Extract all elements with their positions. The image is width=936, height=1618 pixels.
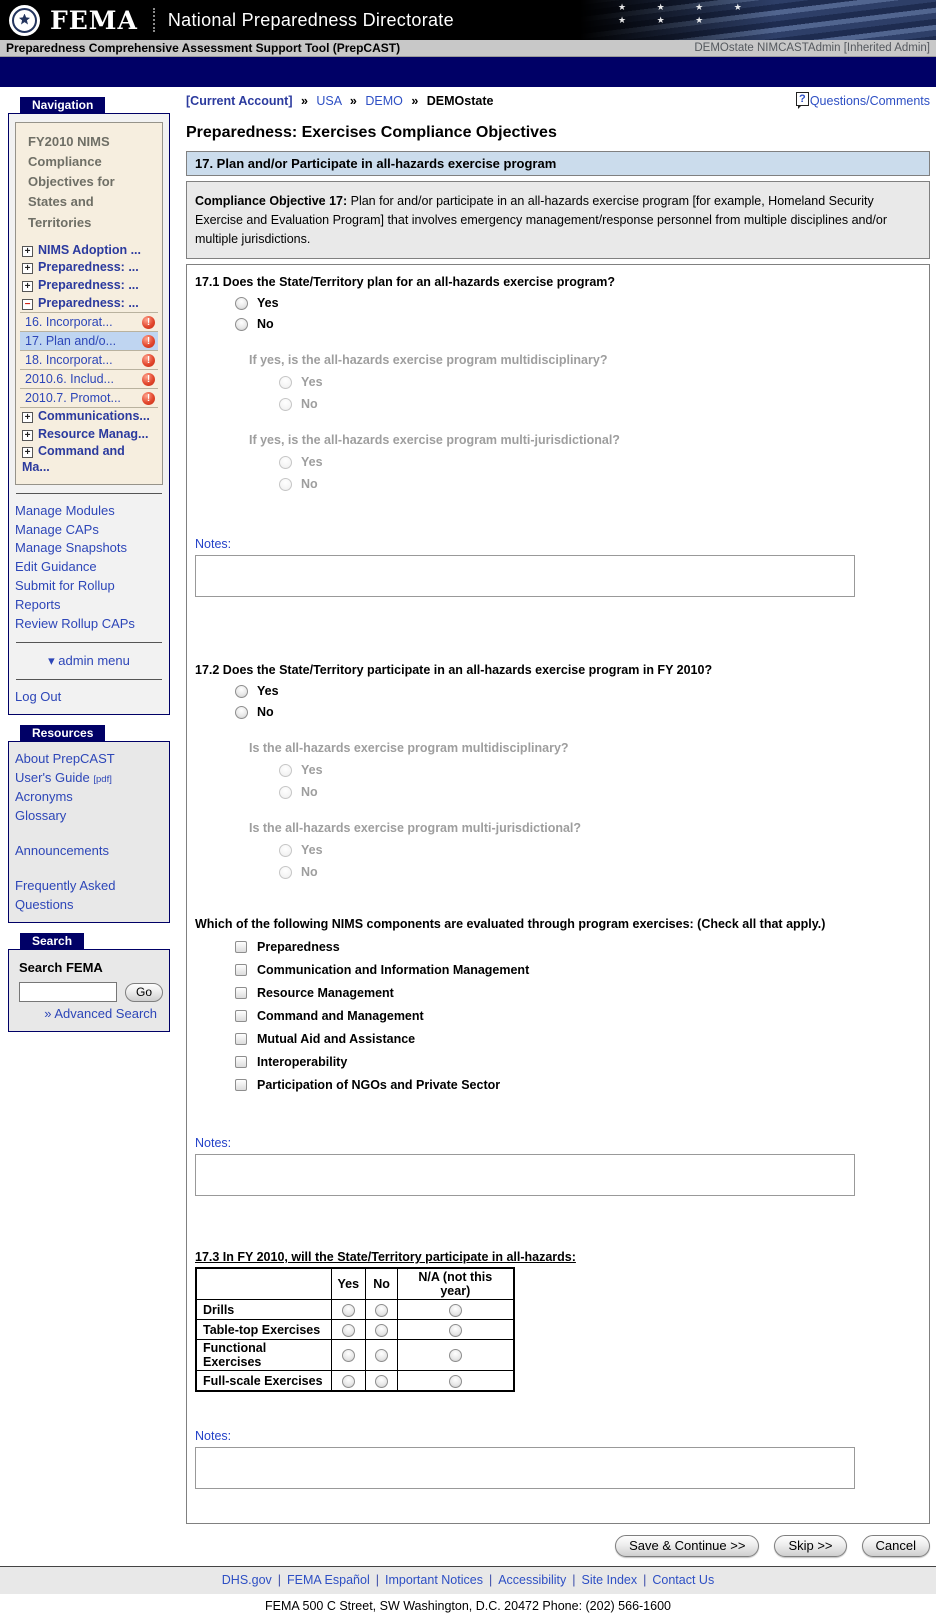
checkbox-command-management[interactable] bbox=[235, 1010, 247, 1022]
footer-link-accessibility[interactable]: Accessibility bbox=[498, 1572, 567, 1587]
resources-link-acronyms[interactable]: Acronyms bbox=[15, 789, 73, 805]
breadcrumb-link-usa[interactable]: USA bbox=[316, 94, 342, 108]
drills-yes-radio[interactable] bbox=[342, 1304, 355, 1317]
breadcrumb bbox=[186, 94, 930, 108]
notes-label: Notes: bbox=[195, 1136, 232, 1151]
breadcrumb-separator: » bbox=[349, 94, 357, 108]
yes-label: Yes bbox=[257, 296, 279, 311]
q17-2-sub1-label: Is the all-hazards exercise program multidisciplinary? bbox=[249, 741, 569, 756]
expand-plus-icon[interactable]: + bbox=[22, 412, 33, 423]
collapse-minus-icon[interactable]: − bbox=[22, 299, 33, 310]
expand-plus-icon[interactable]: + bbox=[22, 447, 33, 458]
footer-link-espanol[interactable]: FEMA Español bbox=[287, 1572, 370, 1587]
cancel-button[interactable]: Cancel bbox=[862, 1535, 930, 1557]
tree-group-nims-adoption[interactable]: + NIMS Adoption ... bbox=[20, 242, 158, 260]
q17-1-sub1-no-radio-disabled bbox=[279, 398, 292, 411]
objective-text: Plan for and/or participate in an all-hazards exercise program [for example, Homeland Security Exercise and Evaluation Program] that involves emergency management/response personnel from multiple disciplines and/or multiple jurisdictions. bbox=[195, 194, 888, 246]
flag-image: ★ ★ ★ ★ ★ ★ ★ bbox=[580, 0, 936, 40]
q17-1-sub2-yes-radio-disabled bbox=[279, 456, 292, 469]
checkbox-preparedness[interactable] bbox=[235, 941, 247, 953]
tree-item-2010-6[interactable]: 2010.6. Includ... ! bbox=[20, 369, 158, 388]
q17-3-blank-header bbox=[196, 1268, 331, 1300]
admin-menu-toggle[interactable]: ▾ admin menu bbox=[48, 652, 130, 668]
advanced-search-link[interactable]: » Advanced Search bbox=[44, 1006, 157, 1022]
compliance-objective-box bbox=[186, 181, 930, 259]
footer-link-important-notices[interactable]: Important Notices bbox=[384, 1572, 483, 1587]
q17-2-sub2-yes-radio-disabled bbox=[279, 844, 292, 857]
q17-1-yes-radio[interactable] bbox=[235, 297, 248, 310]
q17-2-sub1-no-radio-disabled bbox=[279, 786, 292, 799]
resources-link-users-guide[interactable]: User's Guide [pdf] bbox=[15, 770, 112, 786]
top-header bbox=[0, 0, 936, 40]
q17-3-no-header: No bbox=[366, 1268, 398, 1300]
footer-link-contact-us[interactable]: Contact Us bbox=[652, 1572, 715, 1587]
fullscale-na-radio[interactable] bbox=[449, 1375, 462, 1388]
divider bbox=[16, 493, 162, 494]
q17-3-table bbox=[195, 1267, 515, 1392]
questions-comments-link[interactable]: ? Questions/Comments bbox=[796, 94, 930, 108]
alert-icon: ! bbox=[142, 316, 155, 329]
footer-link-dhs[interactable]: DHS.gov bbox=[221, 1572, 272, 1587]
tree-group-communications[interactable]: + Communications... bbox=[20, 408, 158, 426]
no-label: No bbox=[257, 317, 274, 332]
notes-nims-components-textarea[interactable] bbox=[195, 1154, 855, 1196]
form-actions bbox=[186, 1535, 930, 1557]
breadcrumb-separator: » bbox=[411, 94, 419, 108]
tree-group-resource-management[interactable]: + Resource Manag... bbox=[20, 426, 158, 444]
tree-item-17-current[interactable]: 17. Plan and/o... ! bbox=[20, 331, 158, 350]
question-17-3-label: 17.3 In FY 2010, will the State/Territory participate in all-hazards: bbox=[195, 1250, 576, 1265]
sidebar-link-submit-for-rollup[interactable]: Submit for Rollup bbox=[15, 578, 115, 594]
resources-link-announcements[interactable]: Announcements bbox=[15, 842, 109, 858]
expand-plus-icon[interactable]: + bbox=[22, 281, 33, 292]
resources-link-about[interactable]: About PrepCAST bbox=[15, 751, 115, 767]
checkbox-ngo-private-sector[interactable] bbox=[235, 1079, 247, 1091]
functional-no-radio[interactable] bbox=[375, 1349, 388, 1362]
search-go-button[interactable]: Go bbox=[125, 983, 163, 1002]
alert-icon: ! bbox=[142, 335, 155, 348]
alert-icon: ! bbox=[142, 354, 155, 367]
footer-address: FEMA 500 C Street, SW Washington, D.C. 20472 Phone: (202) 566-1600 bbox=[264, 1598, 671, 1613]
functional-yes-radio[interactable] bbox=[342, 1349, 355, 1362]
nav-tree bbox=[15, 122, 163, 485]
question-form-box: 17.1 Does the State/Territory plan for an all-hazards exercise program? Yes No If yes, is the all-hazards exercise program multidisciplinary? Yes No If yes, is the all-hazards exercise program multi-jurisdictional? Yes No Notes: 17.2 Does the State/Territory participate in an all-hazards exercise program in FY 2010? Yes No Is the all-hazards exercise program multidisciplinary? Yes No Is the all-hazards exercise program multi-jurisdictional? Yes No Which of the following NIMS components are evaluated through program exercises: (Check all that apply.) Preparedness Communication and Information Management Resource Management Command and Management Mutual Aid and Assistance Interoperability Participation of NGOs and Private Sector Notes: 17.3 In FY 2010, will the State/Territory participate in all-hazards: Yes No N/A (not this year) Drills Table-top Exercises Functional Exercises Full-scale Exercises Notes: bbox=[186, 264, 930, 1524]
q17-2-sub1-yes-radio-disabled bbox=[279, 764, 292, 777]
tabletop-no-radio[interactable] bbox=[375, 1324, 388, 1337]
search-fema-label: Search FEMA bbox=[19, 960, 103, 976]
breadcrumb-current-page: DEMOstate bbox=[426, 94, 494, 108]
q17-3-yes-header: Yes bbox=[331, 1268, 366, 1300]
nims-components-question-label: Which of the following NIMS components are evaluated through program exercises: (Check all that apply.) bbox=[195, 917, 826, 932]
notes-label: Notes: bbox=[195, 537, 232, 552]
footer-link-site-index[interactable]: Site Index bbox=[581, 1572, 638, 1587]
tree-group-preparedness-exercises[interactable]: − Preparedness: ... bbox=[20, 295, 158, 313]
question-bubble-icon: ? bbox=[796, 92, 809, 106]
table-row: Full-scale Exercises bbox=[196, 1371, 514, 1391]
q17-3-na-header: N/A (not this year) bbox=[398, 1268, 514, 1300]
search-panel-title: Search bbox=[20, 933, 84, 950]
user-status: DEMOstate NIMCASTAdmin [Inherited Admin] bbox=[694, 42, 930, 54]
app-title: Preparedness Comprehensive Assessment Support Tool (PrepCAST) bbox=[6, 41, 401, 55]
navigation-panel bbox=[8, 96, 170, 715]
drills-na-radio[interactable] bbox=[449, 1304, 462, 1317]
logout-link[interactable]: Log Out bbox=[15, 688, 62, 704]
chevron-down-icon: ▾ bbox=[48, 652, 55, 668]
expand-plus-icon[interactable]: + bbox=[22, 246, 33, 257]
alert-icon: ! bbox=[142, 392, 155, 405]
fullscale-yes-radio[interactable] bbox=[342, 1375, 355, 1388]
main-content bbox=[186, 87, 930, 1557]
section-header: 17. Plan and/or Participate in all-hazards exercise program bbox=[186, 151, 930, 176]
tree-group-preparedness-1[interactable]: + Preparedness: ... bbox=[20, 259, 158, 277]
q17-1-sub1-yes-radio-disabled bbox=[279, 376, 292, 389]
q17-2-sub2-label: Is the all-hazards exercise program multi-jurisdictional? bbox=[249, 821, 582, 836]
tree-item-16[interactable]: 16. Incorporat... ! bbox=[20, 312, 158, 331]
fema-logo-text: FEMA bbox=[50, 5, 138, 35]
table-row: Table-top Exercises bbox=[196, 1320, 514, 1340]
checkbox-communication-info-mgmt[interactable] bbox=[235, 964, 247, 976]
alert-icon: ! bbox=[142, 373, 155, 386]
checkbox-mutual-aid[interactable] bbox=[235, 1033, 247, 1045]
dhs-seal-logo bbox=[9, 5, 40, 36]
q17-1-no-radio[interactable] bbox=[235, 318, 248, 331]
search-panel bbox=[8, 932, 170, 1032]
expand-plus-icon[interactable]: + bbox=[22, 263, 33, 274]
expand-plus-icon[interactable]: + bbox=[22, 430, 33, 441]
q17-1-sub2-label: If yes, is the all-hazards exercise program multi-jurisdictional? bbox=[249, 433, 620, 448]
resources-link-glossary[interactable]: Glossary bbox=[15, 807, 67, 823]
divider bbox=[16, 642, 162, 643]
sidebar-link-edit-guidance[interactable]: Edit Guidance bbox=[15, 559, 97, 575]
directorate-title: National Preparedness Directorate bbox=[167, 9, 454, 30]
search-input[interactable] bbox=[19, 982, 117, 1002]
q17-2-yes-radio[interactable] bbox=[235, 685, 248, 698]
breadcrumb-link-demo[interactable]: DEMO bbox=[365, 94, 403, 108]
tree-item-18[interactable]: 18. Incorporat... ! bbox=[20, 350, 158, 369]
sidebar bbox=[8, 87, 170, 1032]
footer-links-bar: DHS.gov | FEMA Español | Important Notices | Accessibility | Site Index | Contact Us bbox=[0, 1566, 936, 1594]
sidebar-link-manage-caps[interactable]: Manage CAPs bbox=[15, 521, 99, 537]
drills-no-radio[interactable] bbox=[375, 1304, 388, 1317]
tree-item-2010-7[interactable]: 2010.7. Promot... ! bbox=[20, 388, 158, 407]
tree-group-preparedness-2[interactable]: + Preparedness: ... bbox=[20, 277, 158, 295]
resources-panel bbox=[8, 724, 170, 923]
navigation-panel-title: Navigation bbox=[20, 97, 105, 114]
breadcrumb-separator: » bbox=[300, 94, 308, 108]
checkbox-interoperability[interactable] bbox=[235, 1056, 247, 1068]
sidebar-link-reports[interactable]: Reports bbox=[15, 596, 61, 612]
pdf-tag: [pdf] bbox=[93, 774, 112, 786]
resources-panel-title: Resources bbox=[20, 725, 105, 742]
navy-band bbox=[0, 57, 936, 87]
notes-label: Notes: bbox=[195, 1428, 232, 1443]
notes-17-3-textarea[interactable] bbox=[195, 1447, 855, 1489]
table-row: Drills bbox=[196, 1300, 514, 1320]
q17-1-sub1-label: If yes, is the all-hazards exercise program multidisciplinary? bbox=[249, 353, 608, 368]
table-row: Functional Exercises bbox=[196, 1340, 514, 1371]
skip-button[interactable]: Skip >> bbox=[774, 1535, 846, 1557]
header-divider bbox=[153, 8, 155, 32]
tree-group-command-management[interactable]: + Command and Ma... bbox=[22, 444, 125, 475]
save-continue-button[interactable]: Save & Continue >> bbox=[615, 1535, 759, 1557]
page-title: Preparedness: Exercises Compliance Objectives bbox=[186, 124, 557, 141]
q17-2-no-radio[interactable] bbox=[235, 706, 248, 719]
resources-link-faq[interactable]: Frequently Asked Questions bbox=[15, 877, 116, 912]
fullscale-no-radio[interactable] bbox=[375, 1375, 388, 1388]
sidebar-link-manage-snapshots[interactable]: Manage Snapshots bbox=[15, 540, 128, 556]
checkbox-resource-management[interactable] bbox=[235, 987, 247, 999]
question-17-2-label: 17.2 Does the State/Territory participate in an all-hazards exercise program in FY 2010? bbox=[195, 663, 713, 678]
q17-1-sub2-no-radio-disabled bbox=[279, 478, 292, 491]
breadcrumb-current-account[interactable]: [Current Account] bbox=[186, 94, 293, 108]
q17-2-sub2-no-radio-disabled bbox=[279, 866, 292, 879]
sidebar-link-review-rollup-caps[interactable]: Review Rollup CAPs bbox=[15, 615, 135, 631]
app-title-bar bbox=[0, 40, 936, 57]
sidebar-link-manage-modules[interactable]: Manage Modules bbox=[15, 502, 115, 518]
functional-na-radio[interactable] bbox=[449, 1349, 462, 1362]
objective-lead: Compliance Objective 17: bbox=[195, 194, 348, 208]
divider bbox=[16, 679, 162, 680]
nav-tree-title: FY2010 NIMS Compliance Objectives for States and Territories bbox=[28, 134, 115, 230]
notes-17-1-textarea[interactable] bbox=[195, 555, 855, 597]
tabletop-na-radio[interactable] bbox=[449, 1324, 462, 1337]
question-17-1-label: 17.1 Does the State/Territory plan for an all-hazards exercise program? bbox=[195, 275, 616, 290]
tabletop-yes-radio[interactable] bbox=[342, 1324, 355, 1337]
